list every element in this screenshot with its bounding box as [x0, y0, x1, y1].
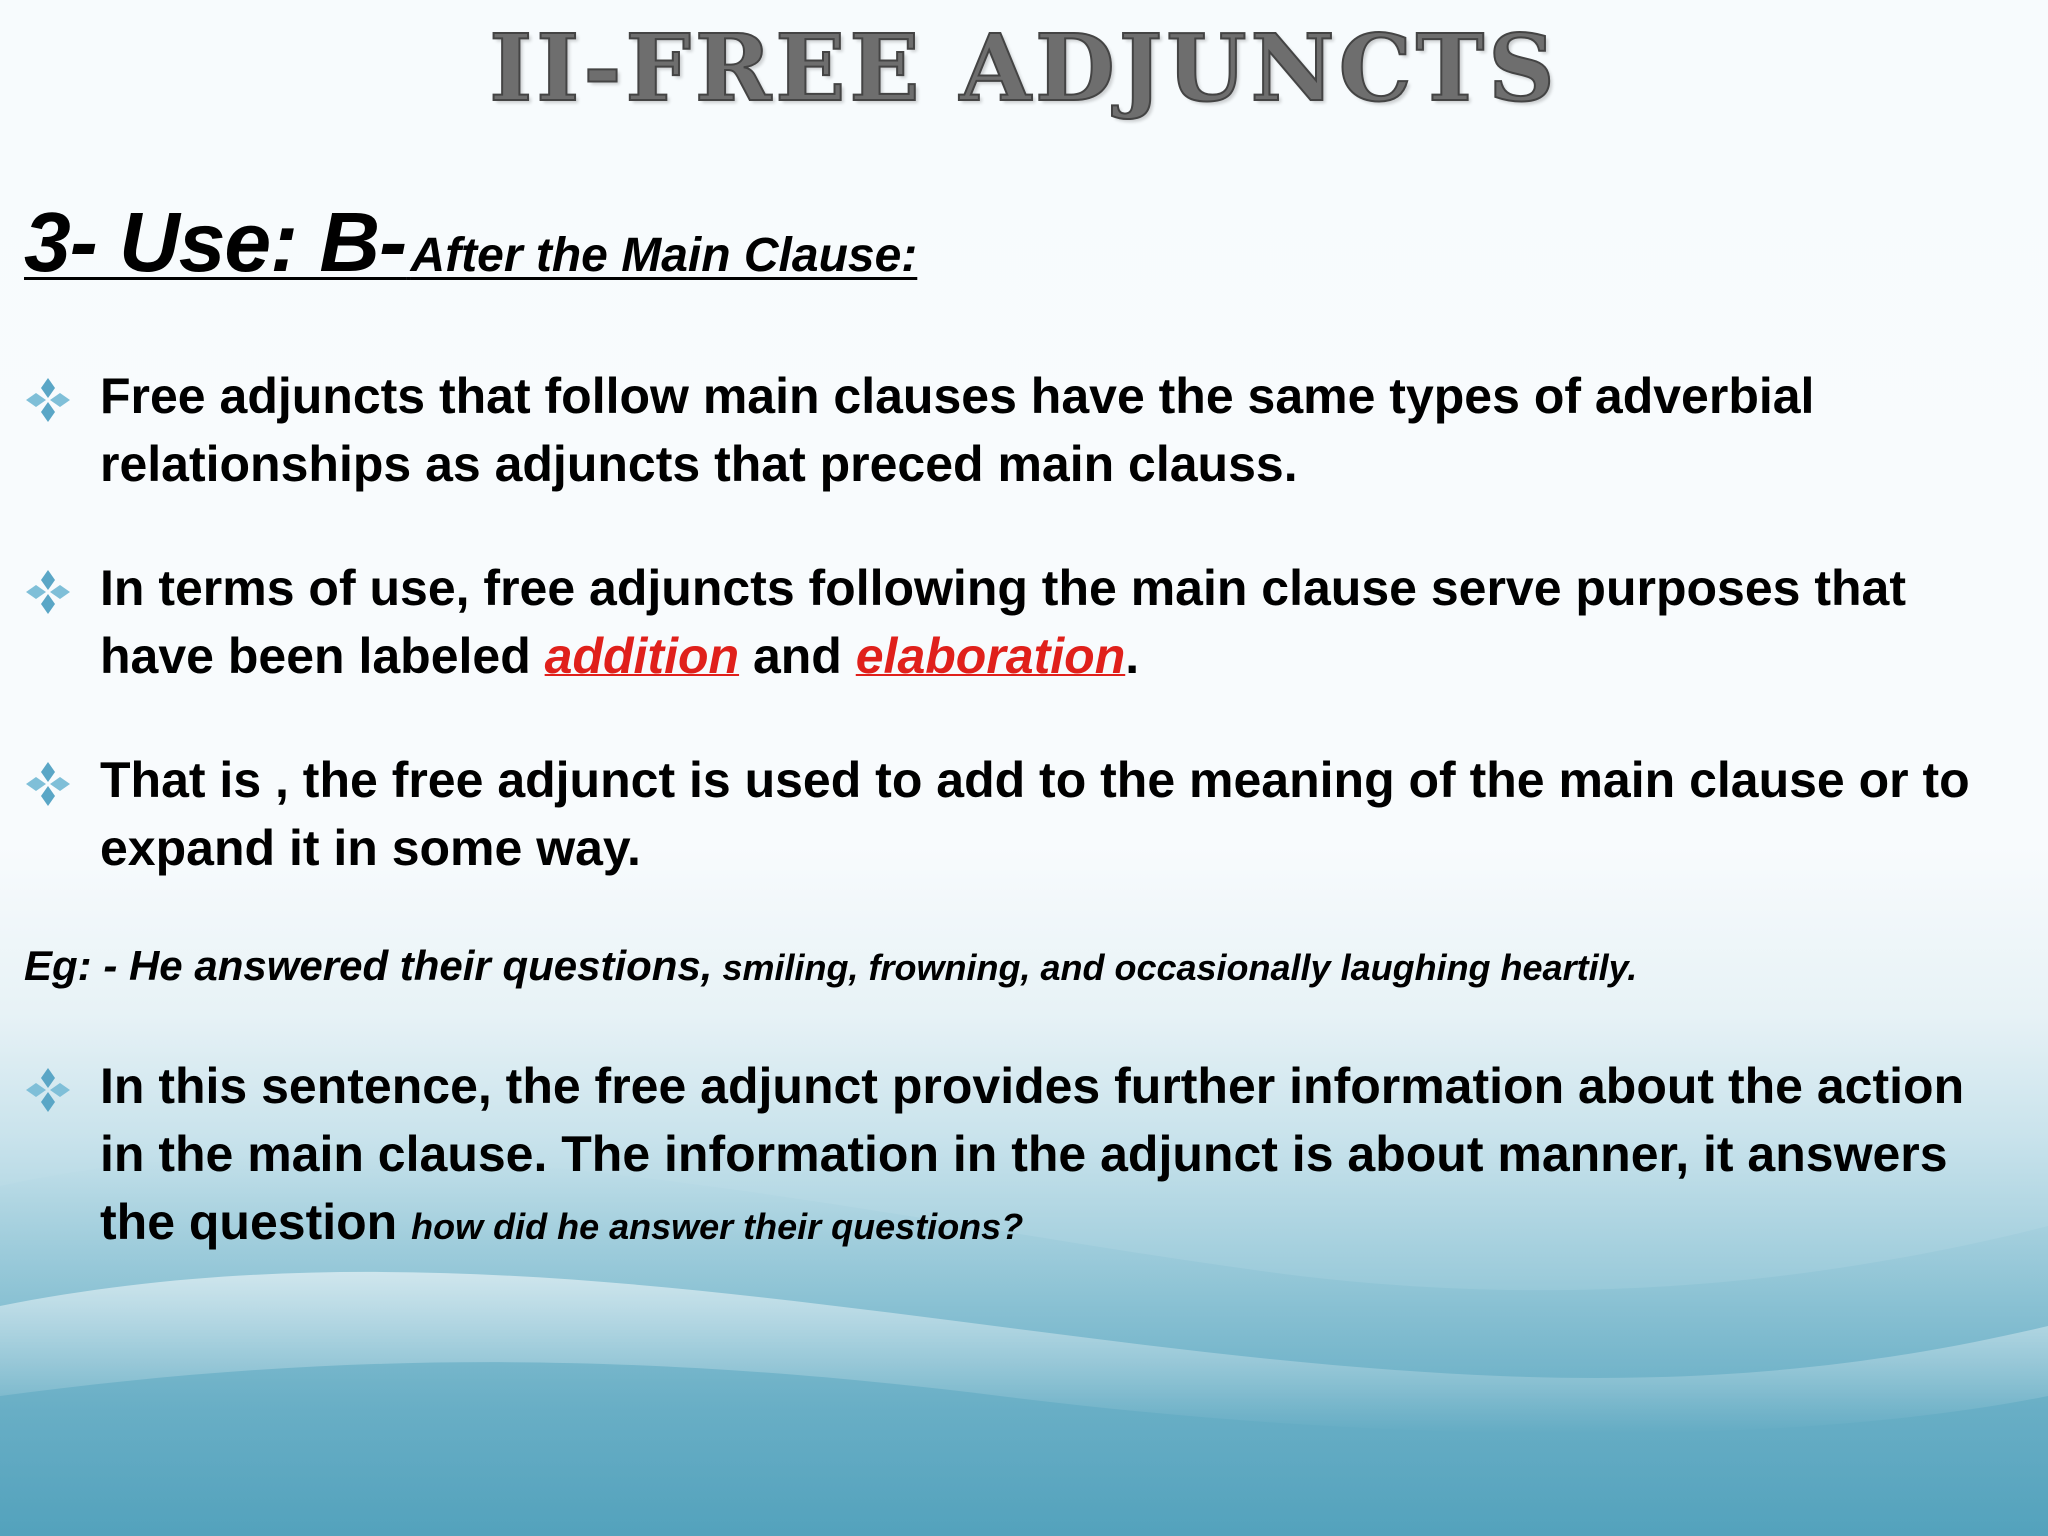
- bullet-text: [100, 1052, 2014, 1261]
- example-lead: Eg: - He answered their questions,: [24, 942, 713, 989]
- four-diamond-bullet-icon: [24, 760, 72, 808]
- bullet-item: [24, 1052, 2014, 1261]
- bullet-item: [24, 362, 2014, 498]
- bullet-text: That is , the free adjunct is used to add to the meaning of the main clause or to expand it in some way.: [100, 752, 1970, 876]
- example-sentence: [24, 938, 1637, 996]
- term-elaboration: elaboration: [855, 628, 1126, 684]
- bullet-question: how did he answer their questions?: [411, 1206, 1024, 1247]
- bullet-text-between: and: [739, 628, 856, 684]
- four-diamond-bullet-icon: [24, 376, 72, 424]
- bullet-text: Free adjuncts that follow main clauses have the same types of adverbial relationships as adjuncts that preced main clauss.: [100, 368, 1815, 492]
- bullet-text-before: In this sentence, the free adjunct provides further information about the action in the main clause. The information in the adjunct is about manner, it answers the question: [100, 1058, 1965, 1250]
- bullet-item: [24, 554, 2014, 690]
- slide-title: II-FREE ADJUNCTS: [489, 14, 1559, 122]
- section-heading: [24, 195, 918, 289]
- four-diamond-bullet-icon: [24, 568, 72, 616]
- bullet-item: [24, 746, 2014, 882]
- bullet-text: [100, 554, 2014, 690]
- bullet-text-before: In terms of use, free adjuncts following the main clause serve purposes that have been labeled: [100, 560, 1907, 684]
- term-addition: addition: [544, 628, 740, 684]
- section-heading-main: 3- Use: B-: [24, 195, 407, 289]
- four-diamond-bullet-icon: [24, 1066, 72, 1114]
- example-tail: smiling, frowning, and occasionally laughing heartily.: [712, 947, 1638, 988]
- bullet-text-after: .: [1125, 628, 1140, 684]
- section-heading-sub: After the Main Clause:: [410, 229, 918, 282]
